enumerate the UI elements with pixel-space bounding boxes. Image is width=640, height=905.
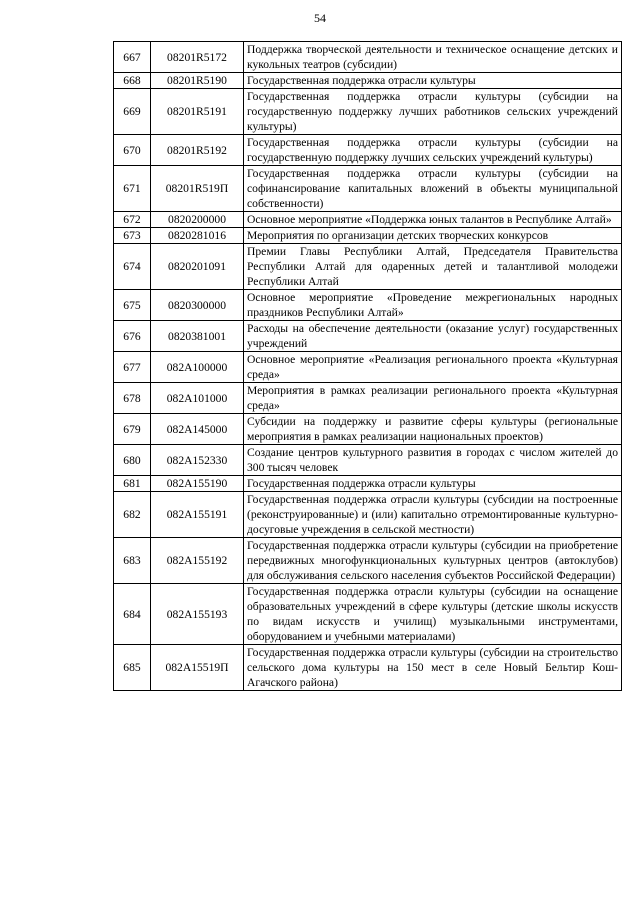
row-number-cell: 675 bbox=[114, 290, 151, 321]
budget-code-cell: 082A100000 bbox=[151, 352, 244, 383]
row-number-cell: 668 bbox=[114, 73, 151, 89]
budget-code-cell: 082A15519П bbox=[151, 645, 244, 691]
budget-code-cell: 08201R5192 bbox=[151, 135, 244, 166]
budget-code-cell: 08201R519П bbox=[151, 166, 244, 212]
row-number-cell: 679 bbox=[114, 414, 151, 445]
table-row bbox=[114, 476, 622, 492]
table-row bbox=[114, 135, 622, 166]
budget-code-cell: 0820300000 bbox=[151, 290, 244, 321]
table-row bbox=[114, 42, 622, 73]
description-cell: Мероприятия по организации детских творческих конкурсов bbox=[244, 228, 622, 244]
row-number-cell: 669 bbox=[114, 89, 151, 135]
table-row bbox=[114, 645, 622, 691]
page-number: 54 bbox=[314, 11, 326, 25]
description-cell: Государственная поддержка отрасли культуры (субсидии на государственную поддержку лучших работников сельских учреждений культуры) bbox=[244, 89, 622, 135]
description-cell: Государственная поддержка отрасли культуры (субсидии на строительство сельского дома культуры на 150 мест в селе Новый Бельтир Кош-Агачского района) bbox=[244, 645, 622, 691]
table-body bbox=[114, 42, 622, 691]
description-cell: Государственная поддержка отрасли культуры (субсидии на оснащение образовательных учреждений в сфере культуры (детские школы искусств по видам искусств и училищ) музыкальными инструментами, оборудованием и учебными материалами) bbox=[244, 584, 622, 645]
description-cell: Мероприятия в рамках реализации регионального проекта «Культурная среда» bbox=[244, 383, 622, 414]
description-cell: Создание центров культурного развития в городах с числом жителей до 300 тысяч человек bbox=[244, 445, 622, 476]
budget-code-cell: 08201R5191 bbox=[151, 89, 244, 135]
row-number-cell: 676 bbox=[114, 321, 151, 352]
row-number-cell: 683 bbox=[114, 538, 151, 584]
row-number-cell: 681 bbox=[114, 476, 151, 492]
description-cell: Поддержка творческой деятельности и техническое оснащение детских и кукольных театров (субсидии) bbox=[244, 42, 622, 73]
table-row bbox=[114, 492, 622, 538]
table-row bbox=[114, 212, 622, 228]
description-cell: Государственная поддержка отрасли культуры bbox=[244, 476, 622, 492]
budget-code-cell: 0820281016 bbox=[151, 228, 244, 244]
description-cell: Государственная поддержка отрасли культуры bbox=[244, 73, 622, 89]
budget-code-cell: 08201R5190 bbox=[151, 73, 244, 89]
table-row bbox=[114, 73, 622, 89]
budget-code-cell: 0820200000 bbox=[151, 212, 244, 228]
row-number-cell: 673 bbox=[114, 228, 151, 244]
table-row bbox=[114, 352, 622, 383]
description-cell: Субсидии на поддержку и развитие сферы культуры (региональные мероприятия в рамках реализации национальных проектов) bbox=[244, 414, 622, 445]
row-number-cell: 684 bbox=[114, 584, 151, 645]
description-cell: Основное мероприятие «Проведение межрегиональных народных праздников Республики Алтай» bbox=[244, 290, 622, 321]
table-row bbox=[114, 166, 622, 212]
row-number-cell: 674 bbox=[114, 244, 151, 290]
table-row bbox=[114, 89, 622, 135]
budget-classification-table bbox=[113, 41, 622, 691]
table-row bbox=[114, 383, 622, 414]
table-row bbox=[114, 445, 622, 476]
description-cell: Государственная поддержка отрасли культуры (субсидии на приобретение передвижных многофункциональных культурных центров (автоклубов) для обслуживания сельского населения субъектов Российской Федерации) bbox=[244, 538, 622, 584]
row-number-cell: 677 bbox=[114, 352, 151, 383]
budget-code-cell: 0820381001 bbox=[151, 321, 244, 352]
row-number-cell: 671 bbox=[114, 166, 151, 212]
budget-code-cell: 082A155193 bbox=[151, 584, 244, 645]
table-row bbox=[114, 290, 622, 321]
row-number-cell: 680 bbox=[114, 445, 151, 476]
table-row bbox=[114, 321, 622, 352]
budget-code-cell: 082A101000 bbox=[151, 383, 244, 414]
budget-code-cell: 082A152330 bbox=[151, 445, 244, 476]
description-cell: Расходы на обеспечение деятельности (оказание услуг) государственных учреждений bbox=[244, 321, 622, 352]
row-number-cell: 672 bbox=[114, 212, 151, 228]
description-cell: Основное мероприятие «Реализация регионального проекта «Культурная среда» bbox=[244, 352, 622, 383]
row-number-cell: 685 bbox=[114, 645, 151, 691]
row-number-cell: 678 bbox=[114, 383, 151, 414]
table-row bbox=[114, 228, 622, 244]
description-cell: Государственная поддержка отрасли культуры (субсидии на софинансирование капитальных вложений в объекты муниципальной собственности) bbox=[244, 166, 622, 212]
table-row bbox=[114, 538, 622, 584]
description-cell: Премии Главы Республики Алтай, Председателя Правительства Республики Алтай для одаренных детей и талантливой молодежи Республики Алтай bbox=[244, 244, 622, 290]
row-number-cell: 670 bbox=[114, 135, 151, 166]
description-cell: Основное мероприятие «Поддержка юных талантов в Республике Алтай» bbox=[244, 212, 622, 228]
row-number-cell: 682 bbox=[114, 492, 151, 538]
budget-code-cell: 082A155192 bbox=[151, 538, 244, 584]
table-row bbox=[114, 414, 622, 445]
budget-code-cell: 08201R5172 bbox=[151, 42, 244, 73]
budget-code-cell: 0820201091 bbox=[151, 244, 244, 290]
budget-code-cell: 082A155191 bbox=[151, 492, 244, 538]
table-row bbox=[114, 584, 622, 645]
budget-code-cell: 082A155190 bbox=[151, 476, 244, 492]
row-number-cell: 667 bbox=[114, 42, 151, 73]
table-row bbox=[114, 244, 622, 290]
description-cell: Государственная поддержка отрасли культуры (субсидии на построенные (реконструированные) и (или) капитально отремонтированные культурно-досуговые учреждения в сельской местности) bbox=[244, 492, 622, 538]
budget-code-cell: 082A145000 bbox=[151, 414, 244, 445]
description-cell: Государственная поддержка отрасли культуры (субсидии на государственную поддержку лучших сельских учреждений культуры) bbox=[244, 135, 622, 166]
